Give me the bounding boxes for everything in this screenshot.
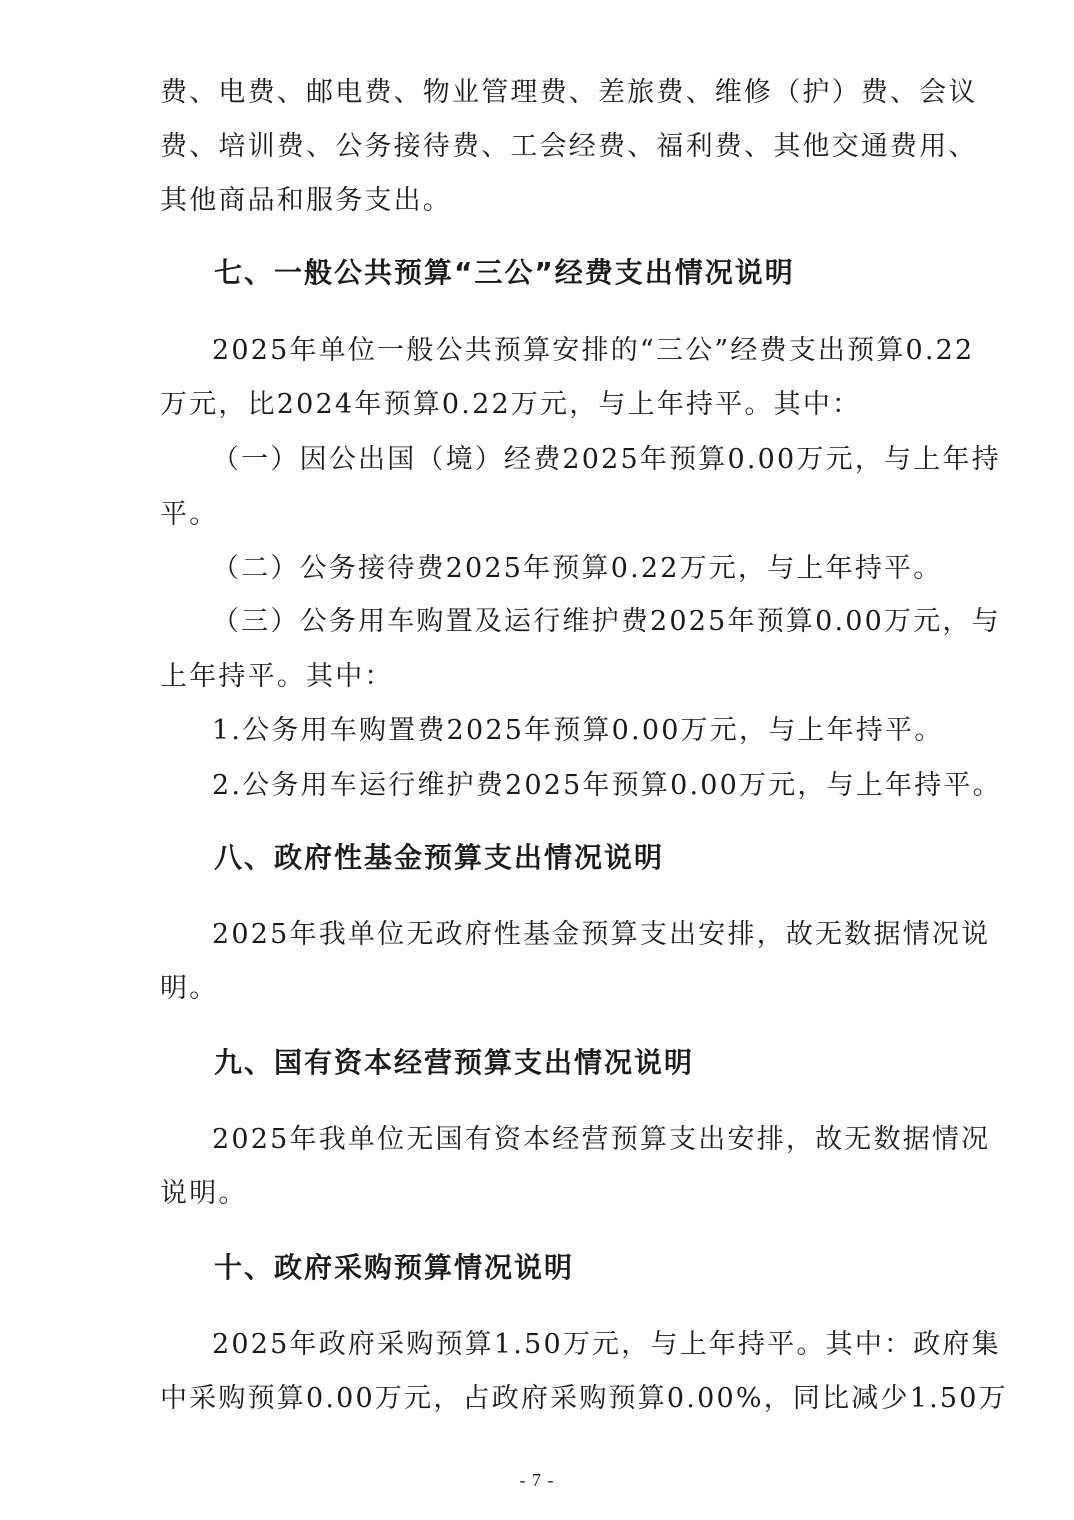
section-heading-7: 七、一般公共预算“三公”经费支出情况说明 <box>214 256 795 289</box>
paragraph-line: 其他商品和服务支出。 <box>160 185 452 216</box>
section-heading-10: 十、政府采购预算情况说明 <box>214 1251 575 1284</box>
section-heading-9: 九、国有资本经营预算支出情况说明 <box>214 1046 695 1079</box>
sub-item-line: 2.公务用车运行维护费2025年预算0.00万元，与上年持平。 <box>212 770 1002 801</box>
paragraph-line: 2025年我单位无政府性基金预算支出安排，故无数据情况说 <box>212 919 991 950</box>
list-item-line: 上年持平。其中： <box>160 661 394 692</box>
paragraph-line: 费、电费、邮电费、物业管理费、差旅费、维修（护）费、会议 <box>160 77 978 108</box>
page-number: - 7 - <box>519 1470 555 1490</box>
paragraph-line: 费、培训费、公务接待费、工会经费、福利费、其他交通费用、 <box>160 131 978 162</box>
list-item-line: （二）公务接待费2025年预算0.22万元，与上年持平。 <box>212 553 943 584</box>
paragraph-line: 万元，比2024年预算0.22万元，与上年持平。其中： <box>160 389 862 420</box>
paragraph-line: 中采购预算0.00万元，占政府采购预算0.00%，同比减少1.50万 <box>160 1383 1008 1414</box>
list-item-line: 平。 <box>160 499 219 530</box>
paragraph-line: 明。 <box>160 973 219 1004</box>
paragraph-line: 2025年我单位无国有资本经营预算支出安排，故无数据情况 <box>212 1124 991 1155</box>
section-heading-8: 八、政府性基金预算支出情况说明 <box>214 841 665 874</box>
paragraph-line: 2025年政府采购预算1.50万元，与上年持平。其中：政府集 <box>212 1329 1001 1360</box>
list-item-line: （三）公务用车购置及运行维护费2025年预算0.00万元，与 <box>212 606 1001 637</box>
paragraph-line: 说明。 <box>160 1178 248 1209</box>
paragraph-line: 2025年单位一般公共预算安排的“三公”经费支出预算0.22 <box>212 335 975 366</box>
list-item-line: （一）因公出国（境）经费2025年预算0.00万元，与上年持 <box>212 444 1001 475</box>
sub-item-line: 1.公务用车购置费2025年预算0.00万元，与上年持平。 <box>212 715 944 746</box>
